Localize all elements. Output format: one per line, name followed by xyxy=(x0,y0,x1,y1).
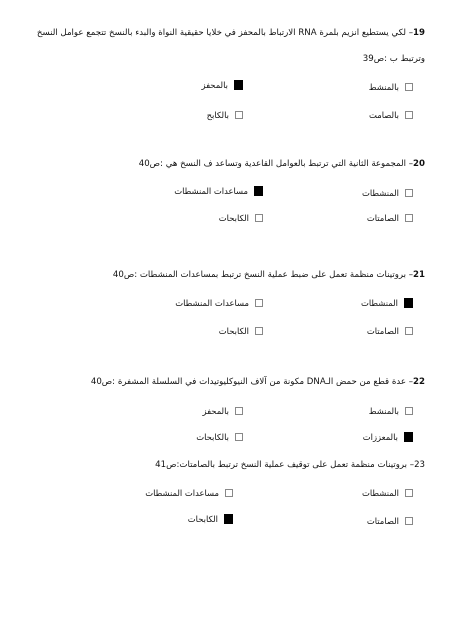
question-number: 22 xyxy=(413,377,425,387)
option[interactable]: بالمحفز xyxy=(202,406,243,416)
option[interactable]: المنشطات xyxy=(362,188,413,198)
option[interactable]: مساعدات المنشطات xyxy=(145,488,233,498)
option[interactable]: بالمعززات xyxy=(363,432,413,442)
question-19 xyxy=(22,24,425,68)
option[interactable]: الصامتات xyxy=(367,213,413,223)
checkbox-icon[interactable] xyxy=(405,83,413,91)
option[interactable]: مساعدات المنشطات xyxy=(175,298,263,308)
checkbox-checked-icon[interactable] xyxy=(224,514,233,524)
option[interactable]: بالمحفز xyxy=(201,80,243,90)
option[interactable]: بالمنشط xyxy=(369,406,413,416)
checkbox-icon[interactable] xyxy=(405,111,413,119)
option[interactable]: الكابحات xyxy=(219,326,263,336)
option[interactable]: بالكابح xyxy=(207,110,243,120)
question-21 xyxy=(22,266,425,284)
checkbox-icon[interactable] xyxy=(255,327,263,335)
checkbox-checked-icon[interactable] xyxy=(254,186,263,196)
checkbox-icon[interactable] xyxy=(235,407,243,415)
checkbox-icon[interactable] xyxy=(235,111,243,119)
option[interactable]: بالصامت xyxy=(369,110,413,120)
question-number: 20 xyxy=(413,159,425,169)
option[interactable]: بالمنشط xyxy=(369,82,413,92)
checkbox-checked-icon[interactable] xyxy=(404,298,413,308)
checkbox-icon[interactable] xyxy=(405,517,413,525)
question-text: – بروتينات منظمة تعمل على توقيف عملية النسخ ترتبط بالصامتات:ص41 xyxy=(155,460,415,470)
question-number: 19 xyxy=(413,28,425,38)
checkbox-icon[interactable] xyxy=(225,489,233,497)
option[interactable]: الصامتات xyxy=(367,326,413,336)
question-23 xyxy=(155,458,425,472)
question-text: – بروتينات منظمة تعمل على ضبط عملية النسخ ترتبط بمساعدات المنشطات :ص40 xyxy=(112,270,414,280)
question-text-cont: وترتبط ب :ص39 xyxy=(362,54,425,64)
option[interactable]: بالكابحات xyxy=(196,432,243,442)
question-20 xyxy=(22,155,425,173)
question-text: – عدة قطع من حمض الـDNA مكونة من آلاف النيوكليوتيدات في السلسلة المشفرة :ص40 xyxy=(90,377,414,387)
option[interactable]: الكابحات xyxy=(219,213,263,223)
checkbox-icon[interactable] xyxy=(255,214,263,222)
checkbox-icon[interactable] xyxy=(405,189,413,197)
question-text: – المجموعة الثانية التي ترتبط بالعوامل القاعدية وتساعد ف النسخ هي :ص40 xyxy=(138,159,414,169)
checkbox-icon[interactable] xyxy=(255,299,263,307)
checkbox-checked-icon[interactable] xyxy=(234,80,243,90)
checkbox-icon[interactable] xyxy=(405,327,413,335)
option[interactable]: الصامتات xyxy=(367,516,413,526)
question-text: – لكي يستطيع انزيم بلمرة RNA الارتباط بالمحفز في خلايا حقيقية النواة والبدء بالنسخ تتجمع عوامل النسخ xyxy=(36,28,414,38)
option[interactable]: الكابحات xyxy=(188,514,233,524)
checkbox-icon[interactable] xyxy=(405,489,413,497)
question-number: 21 xyxy=(413,270,425,280)
checkbox-icon[interactable] xyxy=(405,214,413,222)
checkbox-icon[interactable] xyxy=(235,433,243,441)
checkbox-checked-icon[interactable] xyxy=(404,432,413,442)
option[interactable]: المنشطات xyxy=(361,298,413,308)
checkbox-icon[interactable] xyxy=(405,407,413,415)
option[interactable]: المنشطات xyxy=(362,488,413,498)
option[interactable]: مساعدات المنشطات xyxy=(174,186,263,196)
question-22 xyxy=(22,373,425,391)
question-number: 23 xyxy=(414,460,425,470)
